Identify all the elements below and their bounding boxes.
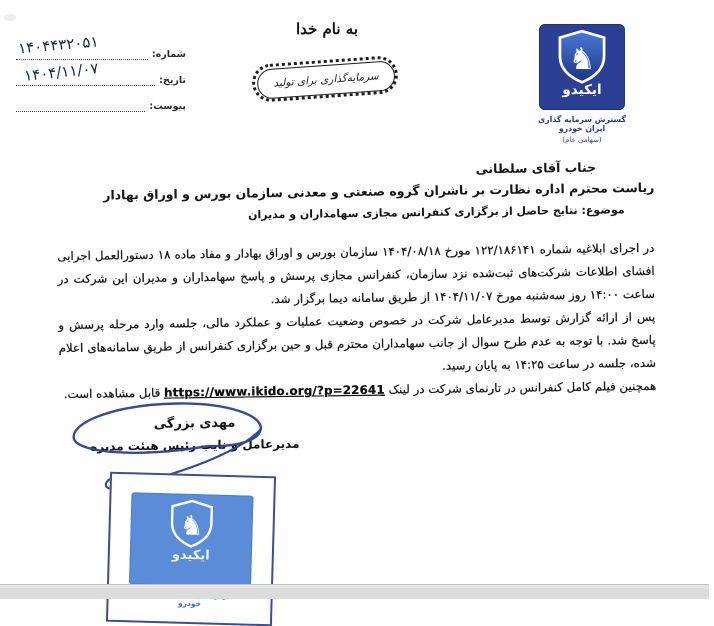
logo-wordmark: ایکیدو <box>562 82 602 98</box>
recipient-salutation: جناب آقای سلطانی <box>475 159 597 177</box>
body-paragraph-3-suffix: قابل مشاهده است. <box>63 385 164 402</box>
logo-company-type: (سهامی عام) <box>562 136 602 144</box>
body-paragraph-1: در اجرای ابلاغیه شماره ۱۲۲/۱۸۶۱۴۱ مورخ ۱۴۰۴/۰۸/۱۸ سازمان بورس و اوراق بهادار و مفاد ماده ۱۸ دستورالعمل اجرایی افشای اطلاعات شرکت‌های ثبت‌شده نزد سازمان، کنفرانس مجازی پرسش و پاسخ سهامداران و مدیران این شرکت در ساعت ۱۴:۰۰ روز سه‌شنبه مورخ ۱۴۰۴/۱۱/۰۷ از طریق سامانه دیما برگزار شد. <box>57 240 655 307</box>
number-label: شماره: <box>151 49 186 60</box>
signatory-name: مهدی بزرگی <box>153 415 236 432</box>
horse-head-icon: ♞ <box>568 41 596 77</box>
recipient-block <box>56 159 655 224</box>
stamp-wordmark: ایکیدو <box>171 547 210 564</box>
conference-video-link[interactable]: https://www.ikido.org/?p=22641 <box>163 382 385 400</box>
signatory-title: مدیرعامل و نایب رئیس هیئت مدیره <box>90 436 300 454</box>
slogan-text: سرمایه‌گذاری برای تولید <box>256 60 396 100</box>
bismillah-text: به نام خدا <box>295 20 358 38</box>
stamp-company-name: خودرو <box>177 598 202 609</box>
body-paragraph-2: پس از ارائه گزارش توسط مدیرعامل شرکت در خصوص وضعیت عملیات و عملکرد مالی، جلسه وارد مرحله پرسش و پاسخ شد. با توجه به عدم طرح سوال از جانب سهامداران محترم قبل و حین برگزاری کنفرانس از طریق سامانه‌های اعلام شده، جلسه در ساعت ۱۴:۲۵ به پایان رسید. <box>58 309 656 373</box>
stamp-square <box>129 492 254 587</box>
body-paragraph-3-prefix: همچنین فیلم کامل کنفرانس در تارنمای شرکت در لینک <box>384 378 657 397</box>
signatory-block <box>64 414 324 454</box>
subject-line: موضوع: نتایج حاصل از برگزاری کنفرانس مجازی سهامداران و مدیران <box>247 203 625 222</box>
company-stamp <box>106 472 276 626</box>
horizontal-scrollbar-track[interactable] <box>0 584 709 599</box>
letter-body <box>57 237 656 406</box>
date-handwritten-value: ۱۴۰۴/۱۱/۰۷ <box>23 59 100 85</box>
date-label: تاریخ: <box>159 75 186 86</box>
number-handwritten-value: ۱۴۰۴۴۳۲۰۵۱ <box>17 32 100 58</box>
stamp-horse-head-icon: ♞ <box>179 510 205 542</box>
stamp-shield-icon <box>167 497 216 550</box>
attachment-label: پیوست: <box>149 101 186 112</box>
recipient-title-line: ریاست محترم اداره نظارت بر ناشران گروه صنعتی و معدنی سازمان بورس و اوراق بهادار <box>103 179 655 203</box>
logo-company-name: گسترش سرمایه گذاری ایران خودرو <box>538 115 626 133</box>
